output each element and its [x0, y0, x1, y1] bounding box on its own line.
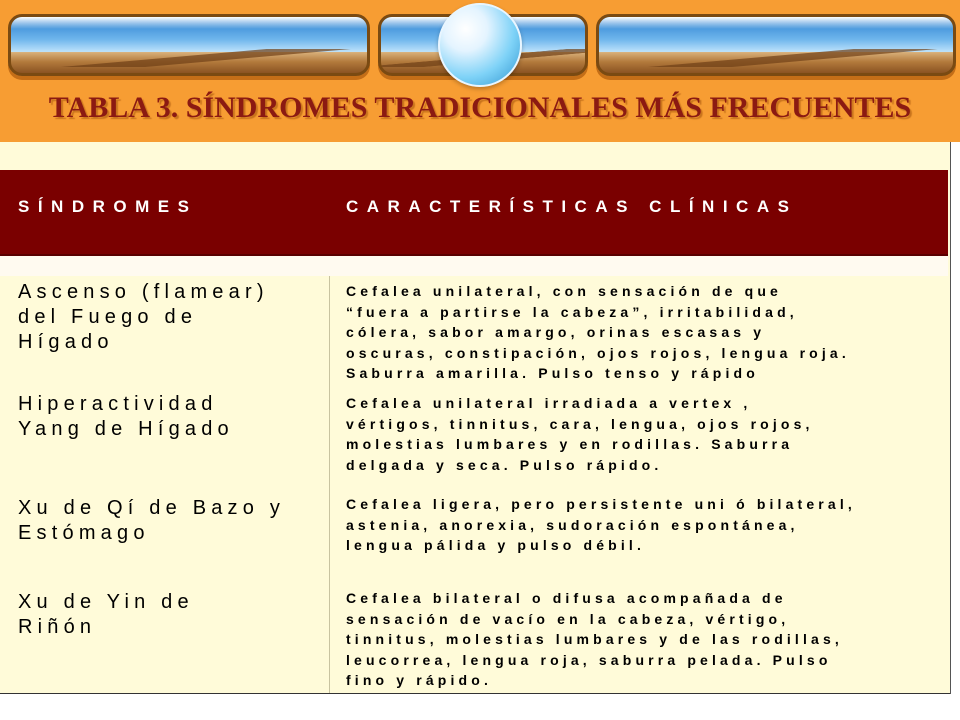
table-header-row: [0, 170, 948, 256]
banner: [0, 0, 960, 142]
syndrome-name: Xu de Yin de Riñón: [18, 591, 194, 638]
header-syndromes: SÍNDROMES: [18, 197, 198, 216]
syndrome-description: Cefalea unilateral, con sensación de que “fuera a partirse la cabeza”, irritabilidad, cólera, sabor amargo, orinas escasas y oscuras, constipación, ojos rojos, lengua roja. Saburra amarilla. Pulso tenso y rápido: [346, 283, 850, 381]
syndromes-table: [0, 142, 951, 694]
syndrome-description: Cefalea bilateral o difusa acompañada de sensación de vacío en la cabeza, vértigo, tinnitus, molestias lumbares y de las rodillas, leucorrea, lengua roja, saburra pelada. Pulso fino y rápido.: [346, 590, 843, 688]
header-clinical-features: CARACTERÍSTICAS CLÍNICAS: [346, 197, 798, 216]
syndrome-name: Ascenso (flamear) del Fuego de Hígado: [18, 281, 269, 353]
slide-title: TABLA 3. SÍNDROMES TRADICIONALES MÁS FRECUENTES: [48, 91, 912, 124]
globe-icon: [438, 3, 522, 87]
syndrome-description: Cefalea ligera, pero persistente uni ó bilateral, astenia, anorexia, sudoración espontánea, lengua pálida y pulso débil.: [346, 496, 856, 553]
syndrome-description: Cefalea unilateral irradiada a vertex , vértigos, tinnitus, cara, lengua, ojos rojos, molestias lumbares y en rodillas. Saburra delgada y seca. Pulso rápido.: [346, 395, 814, 473]
table-body: [0, 256, 948, 694]
landscape-panel-left: [8, 14, 370, 76]
landscape-panel-right: [596, 14, 956, 76]
syndrome-name: Xu de Qí de Bazo y Estómago: [18, 497, 286, 544]
syndrome-name: Hiperactividad Yang de Hígado: [18, 393, 234, 440]
